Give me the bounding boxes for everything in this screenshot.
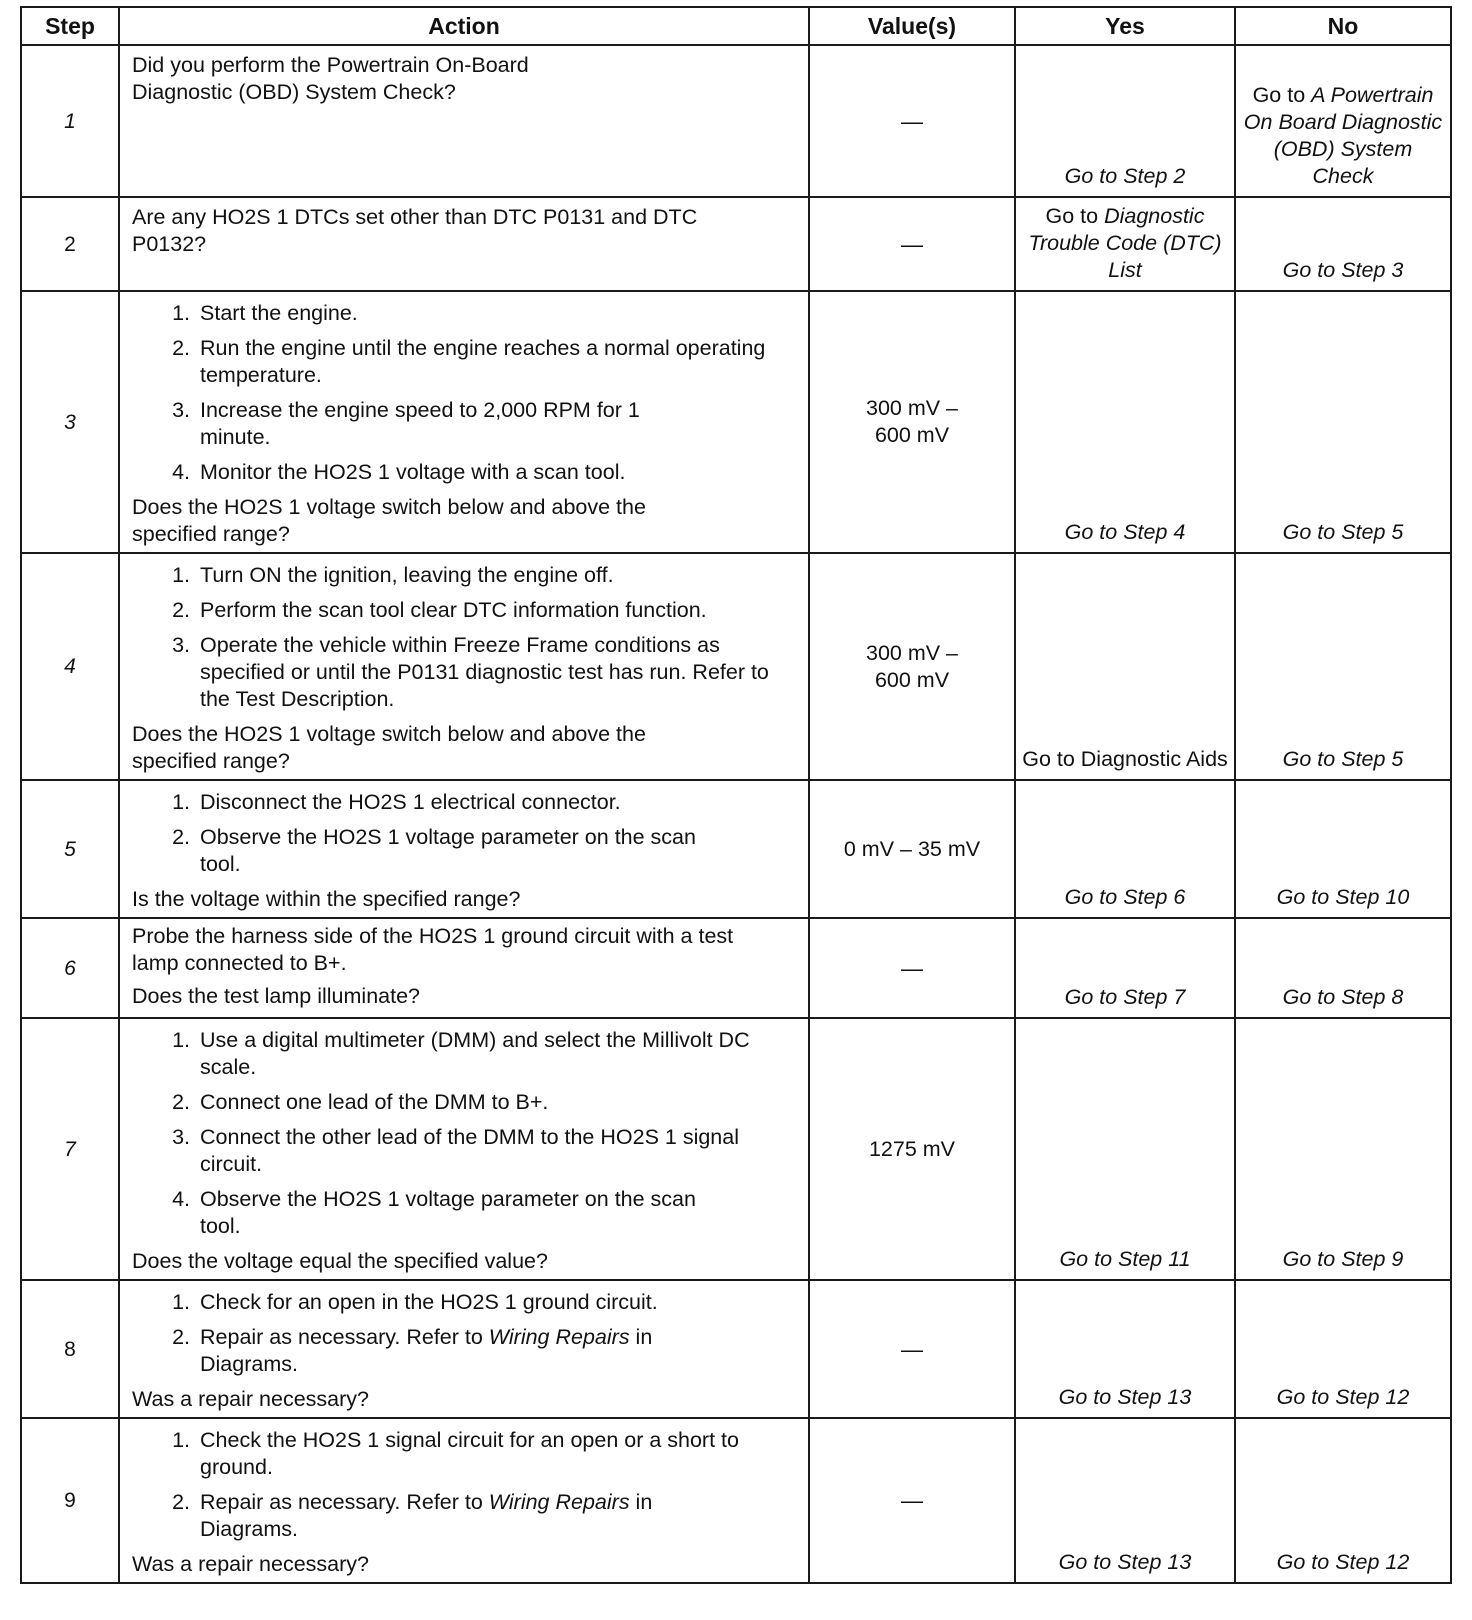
step-number: 7 bbox=[21, 1018, 119, 1280]
list-item bbox=[132, 1489, 798, 1543]
list-item bbox=[132, 632, 798, 713]
list-text: Observe the HO2S 1 voltage parameter on the scan tool. bbox=[200, 825, 696, 876]
header-action: Action bbox=[119, 7, 809, 45]
list-text: Observe the HO2S 1 voltage parameter on the scan tool. bbox=[200, 1187, 696, 1238]
table-row bbox=[21, 553, 1451, 780]
list-item bbox=[132, 300, 798, 327]
list-number: 4. bbox=[172, 460, 190, 484]
yes-cell: Go to Step 7 bbox=[1015, 918, 1235, 1018]
header-no: No bbox=[1235, 7, 1451, 45]
yes-cell: Go to Step 6 bbox=[1015, 780, 1235, 918]
action-question: Did you perform the Powertrain On-Board Diagnostic (OBD) System Check? bbox=[132, 53, 529, 104]
no-cell: Go to Step 9 bbox=[1235, 1018, 1451, 1280]
list-number: 2. bbox=[172, 1325, 190, 1349]
list-text: Check the HO2S 1 signal circuit for an open or a short to ground. bbox=[200, 1428, 739, 1479]
list-item bbox=[132, 459, 798, 486]
header-step: Step bbox=[21, 7, 119, 45]
list-item bbox=[132, 335, 798, 389]
list-item bbox=[132, 824, 798, 878]
list-number: 1. bbox=[172, 1290, 190, 1314]
value-cell: 300 mV – 600 mV bbox=[809, 291, 1015, 553]
value-cell: — bbox=[809, 45, 1015, 197]
list-text: Use a digital multimeter (DMM) and select the Millivolt DC scale. bbox=[200, 1028, 750, 1079]
yes-cell: Go to Diagnostic Aids bbox=[1015, 553, 1235, 780]
action-cell bbox=[119, 1280, 809, 1418]
list-number: 3. bbox=[172, 633, 190, 657]
header-row bbox=[21, 7, 1451, 45]
repair-suffix: in Diagrams. bbox=[200, 1325, 653, 1376]
action-question: Does the HO2S 1 voltage switch below and above the specified range? bbox=[132, 495, 646, 546]
action-cell bbox=[119, 918, 809, 1018]
list-item bbox=[132, 1124, 798, 1178]
list-number: 2. bbox=[172, 598, 190, 622]
list-text bbox=[200, 1324, 720, 1378]
table-row bbox=[21, 1418, 1451, 1583]
list-number: 2. bbox=[172, 825, 190, 849]
value-cell: 300 mV – 600 mV bbox=[809, 553, 1015, 780]
no-cell: Go to Step 5 bbox=[1235, 553, 1451, 780]
table-row bbox=[21, 918, 1451, 1018]
table-row bbox=[21, 780, 1451, 918]
list-number: 2. bbox=[172, 1490, 190, 1514]
wiring-repairs-link: Wiring Repairs bbox=[488, 1490, 630, 1514]
list-text: Run the engine until the engine reaches a normal operating temperature. bbox=[200, 336, 766, 387]
no-prefix: Go to bbox=[1252, 83, 1312, 107]
list-text: Perform the scan tool clear DTC information function. bbox=[200, 598, 707, 622]
yes-cell: Go to Step 4 bbox=[1015, 291, 1235, 553]
value-cell: 1275 mV bbox=[809, 1018, 1015, 1280]
list-number: 3. bbox=[172, 1125, 190, 1149]
list-item bbox=[132, 789, 798, 816]
action-question: Was a repair necessary? bbox=[132, 1387, 369, 1411]
list-text: Disconnect the HO2S 1 electrical connector. bbox=[200, 790, 621, 814]
list-number: 2. bbox=[172, 1090, 190, 1114]
list-text: Start the engine. bbox=[200, 301, 358, 325]
list-item bbox=[132, 597, 798, 624]
no-cell: Go to Step 10 bbox=[1235, 780, 1451, 918]
table-row bbox=[21, 1018, 1451, 1280]
list-item bbox=[132, 1289, 798, 1316]
action-cell bbox=[119, 780, 809, 918]
value-cell: — bbox=[809, 1418, 1015, 1583]
list-text bbox=[200, 1489, 720, 1543]
no-link: A Powertrain On Board Diagnostic (OBD) System Check bbox=[1243, 83, 1443, 188]
action-cell bbox=[119, 553, 809, 780]
no-cell: Go to Step 8 bbox=[1235, 918, 1451, 1018]
no-cell: Go to Step 5 bbox=[1235, 291, 1451, 553]
list-text: Increase the engine speed to 2,000 RPM for 1 minute. bbox=[200, 398, 640, 449]
no-cell: Go to Step 12 bbox=[1235, 1280, 1451, 1418]
list-number: 3. bbox=[172, 398, 190, 422]
action-question: Does the voltage equal the specified value? bbox=[132, 1249, 548, 1273]
yes-cell: Go to Step 13 bbox=[1015, 1280, 1235, 1418]
step-number: 6 bbox=[21, 918, 119, 1018]
value-cell: 0 mV – 35 mV bbox=[809, 780, 1015, 918]
action-list bbox=[132, 1289, 798, 1378]
action-list bbox=[132, 1027, 798, 1240]
action-cell bbox=[119, 45, 809, 197]
action-question: Does the test lamp illuminate? bbox=[132, 984, 421, 1008]
action-list bbox=[132, 789, 798, 878]
list-text: Turn ON the ignition, leaving the engine off. bbox=[200, 563, 614, 587]
diagnostic-table bbox=[20, 6, 1452, 1584]
list-number: 1. bbox=[172, 1028, 190, 1052]
action-list bbox=[132, 562, 798, 713]
list-text: Connect the other lead of the DMM to the HO2S 1 signal circuit. bbox=[200, 1125, 739, 1176]
action-list bbox=[132, 1427, 798, 1543]
list-number: 4. bbox=[172, 1187, 190, 1211]
value-cell: — bbox=[809, 918, 1015, 1018]
step-number: 4 bbox=[21, 553, 119, 780]
yes-link: Diagnostic Trouble Code (DTC) List bbox=[1028, 204, 1222, 282]
diagnostic-table-page bbox=[20, 6, 1450, 1584]
no-cell bbox=[1235, 45, 1451, 197]
step-number: 3 bbox=[21, 291, 119, 553]
list-number: 2. bbox=[172, 336, 190, 360]
list-item bbox=[132, 1089, 798, 1116]
yes-cell bbox=[1015, 197, 1235, 291]
action-cell bbox=[119, 291, 809, 553]
action-cell bbox=[119, 1418, 809, 1583]
value-cell: — bbox=[809, 197, 1015, 291]
list-item bbox=[132, 562, 798, 589]
action-cell bbox=[119, 1018, 809, 1280]
no-cell: Go to Step 12 bbox=[1235, 1418, 1451, 1583]
list-number: 1. bbox=[172, 790, 190, 814]
table-row bbox=[21, 45, 1451, 197]
step-number: 2 bbox=[21, 197, 119, 291]
step-number: 8 bbox=[21, 1280, 119, 1418]
value-cell: — bbox=[809, 1280, 1015, 1418]
step-number: 1 bbox=[21, 45, 119, 197]
list-text: Operate the vehicle within Freeze Frame conditions as specified or until the P0131 diagnostic test has run. Refer to the Test Description. bbox=[200, 633, 769, 711]
wiring-repairs-link: Wiring Repairs bbox=[488, 1325, 630, 1349]
list-item bbox=[132, 1186, 798, 1240]
action-question: Does the HO2S 1 voltage switch below and above the specified range? bbox=[132, 722, 646, 773]
list-item bbox=[132, 1427, 798, 1481]
action-cell bbox=[119, 197, 809, 291]
action-question: Was a repair necessary? bbox=[132, 1552, 369, 1576]
repair-suffix: in Diagrams. bbox=[200, 1490, 653, 1541]
no-cell: Go to Step 3 bbox=[1235, 197, 1451, 291]
yes-cell: Go to Step 2 bbox=[1015, 45, 1235, 197]
action-text: Probe the harness side of the HO2S 1 ground circuit with a test lamp connected to B+. bbox=[132, 924, 734, 975]
step-number: 9 bbox=[21, 1418, 119, 1583]
action-list bbox=[132, 300, 798, 486]
repair-prefix: Repair as necessary. Refer to bbox=[200, 1490, 489, 1514]
action-question: Is the voltage within the specified range? bbox=[132, 887, 521, 911]
table-row bbox=[21, 291, 1451, 553]
table-row bbox=[21, 197, 1451, 291]
step-number: 5 bbox=[21, 780, 119, 918]
list-text: Connect one lead of the DMM to B+. bbox=[200, 1090, 549, 1114]
yes-prefix: Go to bbox=[1045, 204, 1105, 228]
list-number: 1. bbox=[172, 563, 190, 587]
list-item bbox=[132, 1027, 798, 1081]
list-text: Check for an open in the HO2S 1 ground circuit. bbox=[200, 1290, 658, 1314]
header-values: Value(s) bbox=[809, 7, 1015, 45]
list-number: 1. bbox=[172, 1428, 190, 1452]
list-item bbox=[132, 1324, 798, 1378]
yes-cell: Go to Step 11 bbox=[1015, 1018, 1235, 1280]
repair-prefix: Repair as necessary. Refer to bbox=[200, 1325, 489, 1349]
action-question: Are any HO2S 1 DTCs set other than DTC P0131 and DTC P0132? bbox=[132, 205, 698, 256]
list-item bbox=[132, 397, 798, 451]
yes-cell: Go to Step 13 bbox=[1015, 1418, 1235, 1583]
list-number: 1. bbox=[172, 301, 190, 325]
table-row bbox=[21, 1280, 1451, 1418]
list-text: Monitor the HO2S 1 voltage with a scan tool. bbox=[200, 460, 626, 484]
header-yes: Yes bbox=[1015, 7, 1235, 45]
